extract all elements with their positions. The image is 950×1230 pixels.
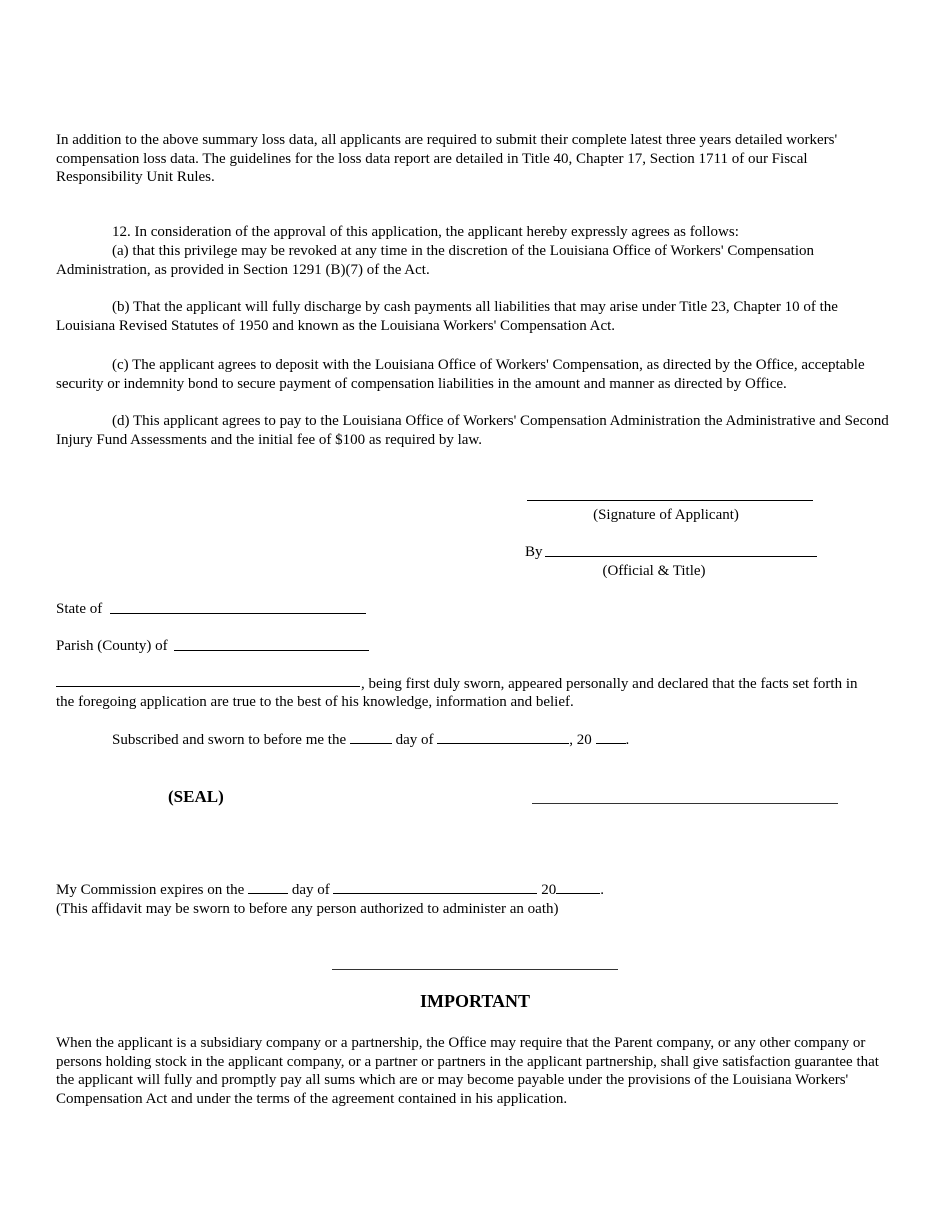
state-field-line[interactable]	[110, 613, 366, 614]
commission-year-field[interactable]	[556, 879, 600, 894]
section-12-heading-text: 12. In consideration of the approval of this application, the applicant hereby expressly agrees as follows:	[112, 224, 739, 240]
state-label: State of	[56, 601, 103, 617]
commission-day-of: day of	[291, 882, 330, 898]
clause-a	[56, 242, 896, 279]
official-signature-line[interactable]	[545, 556, 817, 557]
commission-year-prefix: 20	[541, 882, 557, 898]
commission-prefix: My Commission expires on the	[56, 882, 245, 898]
seal-label: (SEAL)	[168, 787, 224, 806]
affiant-name-line[interactable]	[56, 686, 360, 687]
section-12-heading	[56, 223, 896, 242]
important-paragraph: When the applicant is a subsidiary company or a partnership, the Office may require that the Parent company, or any other company or persons holding stock in the applicant company, or a partner or partners in the applicant partnership, shall give satisfaction guarantee that the applicant will fully and promptly pay all sums which are or may become payable under the provisions of the Louisiana Workers' Compensation Act and under the terms of the agreement contained in his application.	[56, 1035, 879, 1107]
commission-period: .	[600, 882, 604, 898]
clause-b-text: (b) That the applicant will fully discharge by cash payments all liabilities that may arise under Title 23, Chapter 10 of the Louisiana Revised Statutes of 1950 and known as the Louisiana Workers' Compensation Act.	[56, 299, 838, 334]
sworn-statement-line-1: , being first duly sworn, appeared personally and declared that the facts set forth in	[361, 676, 858, 692]
subscribed-line	[112, 729, 629, 750]
clause-a-text: (a) that this privilege may be revoked at any time in the discretion of the Louisiana Office of Workers' Compensation Administration, as provided in Section 1291 (B)(7) of the Act.	[56, 243, 814, 278]
clause-c	[56, 356, 896, 393]
oath-note: (This affidavit may be sworn to before any person authorized to administer an oath)	[56, 901, 559, 917]
subscribed-month-field[interactable]	[437, 729, 569, 744]
commission-line	[56, 879, 604, 900]
subscribed-period: .	[625, 732, 630, 748]
important-heading: IMPORTANT	[419, 991, 531, 1011]
subscribed-day-field[interactable]	[350, 729, 392, 744]
subscribed-year-field[interactable]	[596, 729, 626, 744]
loss-data-paragraph: In addition to the above summary loss data, all applicants are required to submit their complete latest three years detailed workers' compensation loss data. The guidelines for the loss data report are detailed in Title 40, Chapter 17, Section 1711 of our Fiscal Responsibility Unit Rules.	[56, 132, 838, 185]
commission-month-field[interactable]	[333, 879, 537, 894]
by-label: By	[525, 544, 543, 560]
subscribed-day-of: day of	[395, 732, 434, 748]
official-title-caption: (Official & Title)	[602, 563, 706, 579]
parish-label: Parish (County) of	[56, 638, 168, 654]
applicant-signature-caption: (Signature of Applicant)	[593, 507, 739, 523]
commission-day-field[interactable]	[248, 879, 288, 894]
section-divider	[332, 969, 618, 970]
subscribed-prefix: Subscribed and sworn to before me the	[112, 732, 347, 748]
applicant-signature-line[interactable]	[527, 500, 813, 501]
clause-d	[56, 412, 896, 449]
clause-d-text: (d) This applicant agrees to pay to the Louisiana Office of Workers' Compensation Administration the Administrative and Second Injury Fund Assessments and the initial fee of $100 as required by law.	[56, 413, 889, 448]
subscribed-year-prefix: , 20	[569, 732, 592, 748]
parish-field-line[interactable]	[174, 650, 369, 651]
notary-signature-line[interactable]	[532, 803, 838, 804]
clause-c-text: (c) The applicant agrees to deposit with the Louisiana Office of Workers' Compensation, as directed by the Office, acceptable security or indemnity bond to secure payment of compensation liabilities in the amount and manner as directed by Office.	[56, 357, 865, 392]
sworn-statement-line-2: the foregoing application are true to the best of his knowledge, information and belief.	[56, 694, 574, 710]
clause-b	[56, 298, 896, 335]
